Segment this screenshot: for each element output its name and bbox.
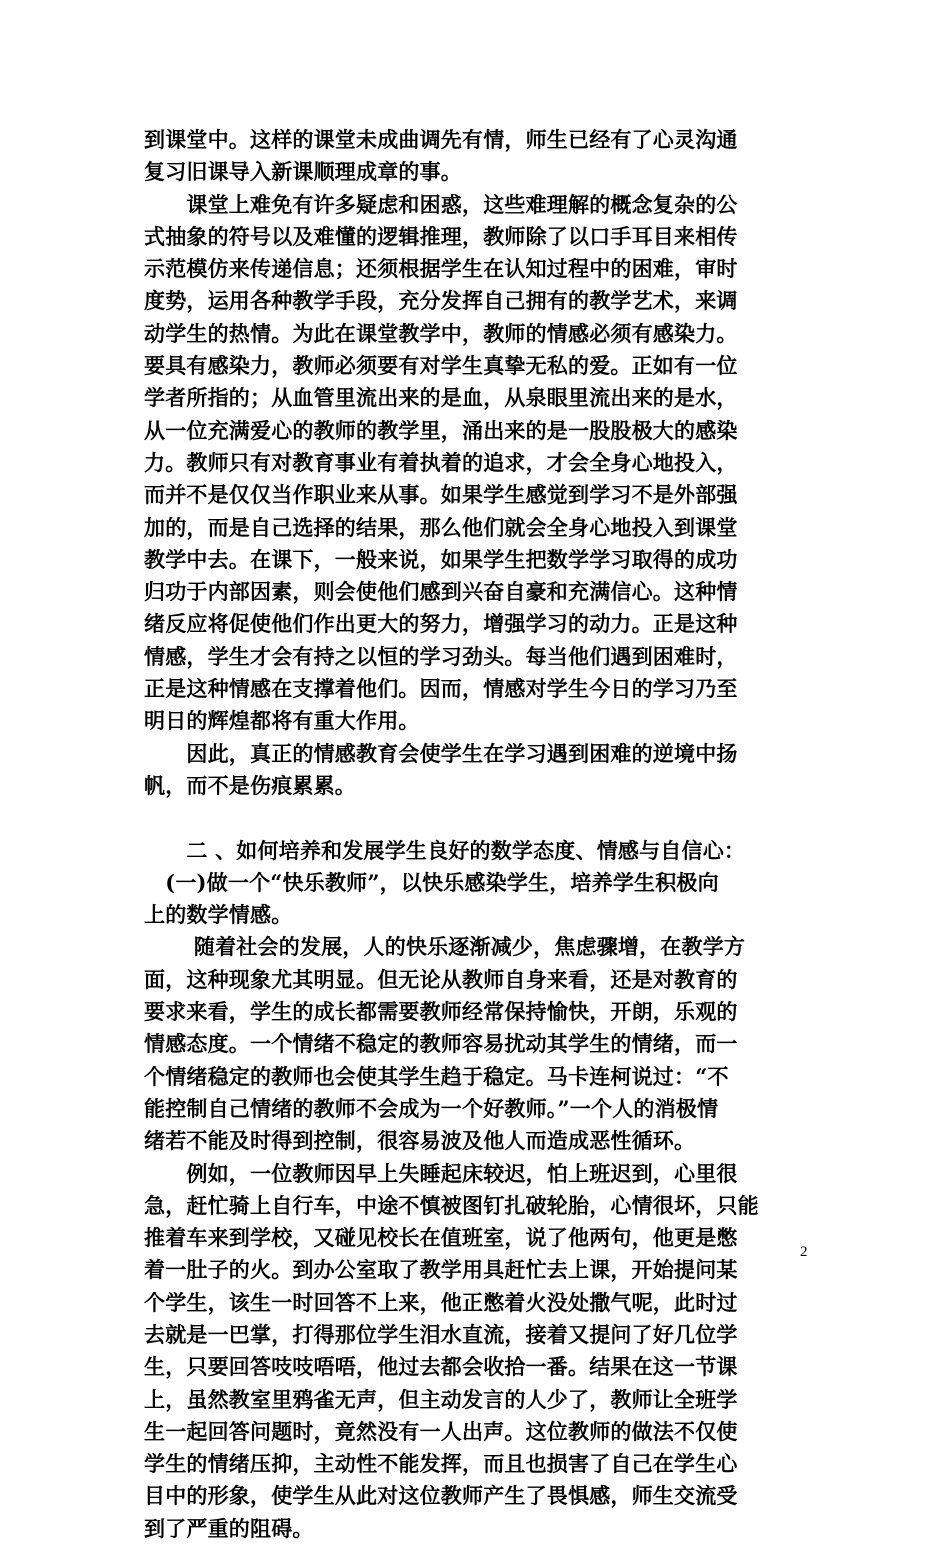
text-line: 个学生，该生一时回答不上来，他正憋着火没处撒气呢，此时过 [144,1289,738,1315]
text-line: 因此，真正的情感教育会使学生在学习遇到困难的逆境中扬 [144,740,738,766]
text-line: 学者所指的；从血管里流出来的是血，从泉眼里流出来的是水， [144,385,738,411]
text-line: 归功于内部因素，则会使他们感到兴奋自豪和充满信心。这种情 [144,579,738,605]
text-line: 目中的形象，使学生从此对这位教师产生了畏惧感，师生交流受 [144,1483,738,1509]
text-line: 正是这种情感在支撑着他们。因而，情感对学生今日的学习乃至 [144,676,738,702]
text-line: 着一肚子的火。到办公室取了教学用具赶忙去上课，开始提问某 [144,1257,738,1283]
text-line: (一)做一个“快乐教师”，以快乐感染学生，培养学生积极向 [144,869,719,895]
text-line: 力。教师只有对教育事业有着执着的追求，才会全身心地投入， [144,449,738,475]
text-line: 度势，运用各种教学手段，充分发挥自己拥有的教学艺术，来调 [144,288,738,314]
text-line: 动学生的热情。为此在课堂教学中，教师的情感必须有感染力。 [144,320,738,346]
text-line: 面，这种现象尤其明显。但无论从教师自身来看，还是对教育的 [144,966,738,992]
text-line: 去就是一巴掌，打得那位学生泪水直流，接着又提问了好几位学 [144,1321,738,1347]
text-line: 情感态度。一个情绪不稳定的教师容易扰动其学生的情绪，而一 [144,1031,738,1057]
text-line: 绪若不能及时得到控制，很容易波及他人而造成恶性循环。 [144,1128,696,1154]
text-line: 要具有感染力，教师必须要有对学生真挚无私的爱。正如有一位 [144,353,738,379]
text-line: 加的，而是自己选择的结果，那么他们就会全身心地投入到课堂 [144,514,738,540]
text-line: 个情绪稳定的教师也会使其学生趋于稳定。马卡连柯说过：“不 [144,1063,729,1089]
text-line: 二 、如何培养和发展学生良好的数学态度、情感与自信心： [144,837,746,863]
text-line: 能控制自己情绪的教师不会成为一个好教师。”一个人的消极情 [144,1095,719,1121]
text-line: 上的数学情感。 [144,902,293,928]
body-text [144,124,816,1545]
text-line: 急，赶忙骑上自行车，中途不慎被图钉扎破轮胎，心情很坏，只能 [144,1192,759,1218]
text-line: 而并不是仅仅当作职业来从事。如果学生感觉到学习不是外部强 [144,482,738,508]
text-line: 情感，学生才会有持之以恒的学习劲头。每当他们遇到困难时， [144,643,738,669]
text-line: 例如，一位教师因早上失睡起床较迟，怕上班迟到，心里很 [144,1160,738,1186]
blank-line [144,802,816,834]
text-line: 从一位充满爱心的教师的教学里，涌出来的是一股股极大的感染 [144,417,738,443]
text-line: 推着车来到学校，又碰见校长在值班室，说了他两句，他更是憋 [144,1225,738,1251]
text-line: 复习旧课导入新课顺理成章的事。 [144,159,462,185]
text-line: 上，虽然教室里鸦雀无声，但主动发言的人少了，教师让全班学 [144,1386,738,1412]
text-line: 课堂上难免有许多疑虑和困惑，这些难理解的概念复杂的公 [144,191,738,217]
text-line: 生，只要回答吱吱唔唔，他过去都会收拾一番。结果在这一节课 [144,1354,738,1380]
text-line: 随着社会的发展，人的快乐逐渐减少，焦虑骤增，在教学方 [144,934,746,960]
text-line: 帆，而不是伤痕累累。 [144,772,356,798]
text-line: 示范模仿来传递信息；还须根据学生在认知过程中的困难，审时 [144,256,738,282]
text-line: 绪反应将促使他们作出更大的努力，增强学习的动力。正是这种 [144,611,738,637]
text-line: 式抽象的符号以及难懂的逻辑推理，教师除了以口手耳目来相传 [144,223,738,249]
text-line: 到课堂中。这样的课堂未成曲调先有情，师生已经有了心灵沟通 [144,127,738,152]
text-line: 明日的辉煌都将有重大作用。 [144,708,420,734]
text-line: 学生的情绪压抑，主动性不能发挥，而且也损害了自己在学生心 [144,1451,738,1477]
page-number: 2 [800,1244,808,1260]
text-line: 教学中去。在课下，一般来说，如果学生把数学学习取得的成功 [144,546,738,572]
text-line: 生一起回答问题时，竟然没有一人出声。这位教师的做法不仅使 [144,1418,738,1444]
text-line: 到了严重的阻碍。 [144,1515,314,1541]
text-line: 要求来看，学生的成长都需要教师经常保持愉快，开朗，乐观的 [144,999,738,1025]
